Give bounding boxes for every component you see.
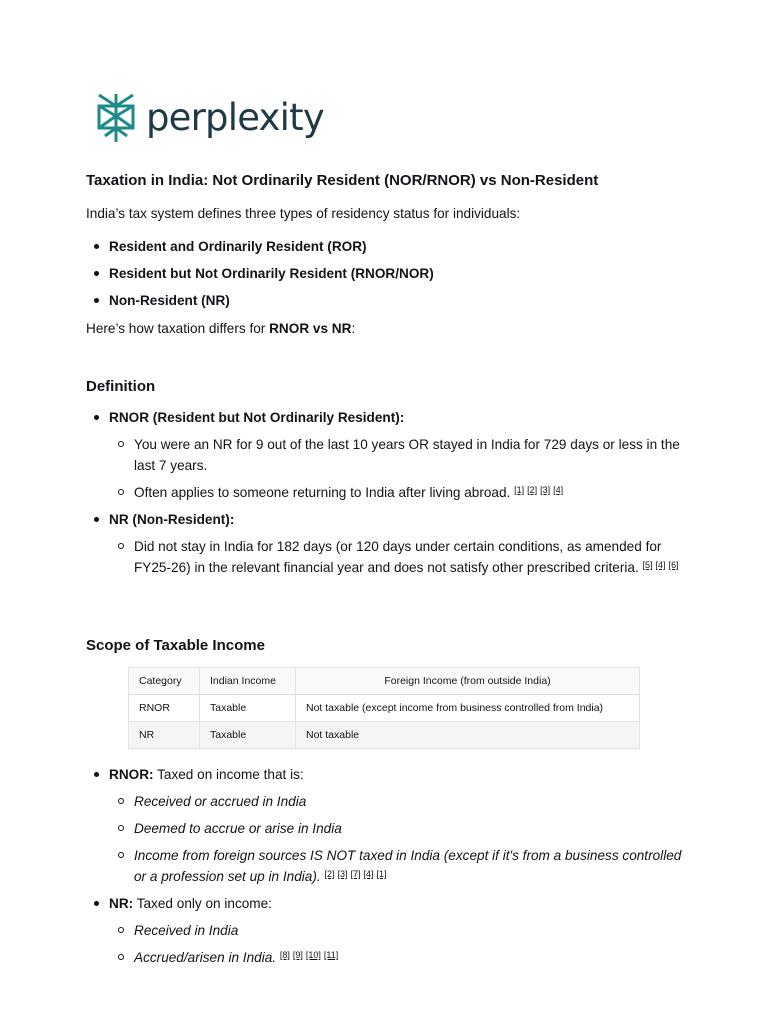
residency-status-list (86, 236, 686, 317)
definition-heading: Definition (86, 378, 156, 395)
citation-link[interactable]: [8] (279, 950, 290, 960)
citation-link[interactable]: [4] (553, 485, 564, 495)
list-item: Resident but Not Ordinarily Resident (RNOR/NOR) (86, 263, 686, 284)
list-item: NR: Taxed only on income: Received in India Accrued/arisen in India. [8] [9] [10] [11] (86, 893, 686, 968)
definition-list (86, 407, 686, 584)
list-item (86, 509, 686, 578)
citation-link[interactable]: [3] (337, 869, 348, 879)
income-scope-table (128, 667, 640, 749)
intro-text: India’s tax system defines three types of residency status for individuals: (86, 206, 521, 221)
list-item: Accrued/arisen in India. [8] [9] [10] [11] (109, 947, 686, 968)
citation-link[interactable]: [5] (642, 560, 653, 570)
brand-name: perplexity (146, 96, 324, 139)
citation-link[interactable]: [11] (323, 950, 339, 960)
list-item: Non-Resident (NR) (86, 290, 686, 311)
table-row: RNOR Taxable Not taxable (except income from business controlled from India) (129, 695, 640, 722)
list-item: Income from foreign sources IS NOT taxed in India (except if it's from a business controlled or a profession set up in India). [2] [3] [7] [4] [1] (109, 845, 686, 887)
table-header: Indian Income (200, 668, 296, 695)
list-item: You were an NR for 9 out of the last 10 years OR stayed in India for 729 days or less in the last 7 years. (109, 434, 686, 476)
citation-link[interactable]: [9] (292, 950, 303, 960)
scope-heading: Scope of Taxable Income (86, 637, 265, 654)
citation-link[interactable]: [4] (363, 869, 374, 879)
citation-link[interactable]: [4] (655, 560, 666, 570)
table-header: Foreign Income (from outside India) (296, 668, 640, 695)
citation-link[interactable]: [7] (350, 869, 361, 879)
citation-link[interactable]: [1] (376, 869, 387, 879)
citation-link[interactable]: [2] (324, 869, 335, 879)
list-item: Resident and Ordinarily Resident (ROR) (86, 236, 686, 257)
citation-link[interactable]: [1] (514, 485, 525, 495)
page-title: Taxation in India: Not Ordinarily Resident (NOR/RNOR) vs Non-Resident (86, 172, 599, 189)
list-item (86, 407, 686, 503)
list-item: Deemed to accrue or arise in India (109, 818, 686, 839)
citation-link[interactable]: [10] (305, 950, 321, 960)
list-item: Received or accrued in India (109, 791, 686, 812)
table-header: Category (129, 668, 200, 695)
list-item: Did not stay in India for 182 days (or 120 days under certain conditions, as amended for FY25-26) in the relevant financial year and does not satisfy other prescribed criteria. [5] [4] [6] (109, 536, 686, 578)
citation-link[interactable]: [2] (527, 485, 538, 495)
citation-link[interactable]: [6] (668, 560, 679, 570)
perplexity-logo-icon (94, 92, 138, 144)
rnor-definition-label: RNOR (Resident but Not Ordinarily Resident): (109, 410, 405, 425)
list-item: Often applies to someone returning to India after living abroad. [1] [2] [3] [4] (109, 482, 686, 503)
citation-link[interactable]: [3] (540, 485, 551, 495)
list-item: Received in India (109, 920, 686, 941)
scope-list (86, 764, 686, 974)
nr-definition-label: NR (Non-Resident): (109, 512, 235, 527)
perplexity-logo[interactable] (94, 92, 324, 144)
table-row: NR Taxable Not taxable (129, 722, 640, 749)
list-item: RNOR: Taxed on income that is: Received or accrued in India Deemed to accrue or arise in India Income from foreign sources IS NOT taxed in India (except if it's from a business controlled or a profession set up in India). [2] [3] [7] [4] [1] (86, 764, 686, 887)
comparison-text: Here’s how taxation differs for RNOR vs NR: (86, 321, 356, 336)
